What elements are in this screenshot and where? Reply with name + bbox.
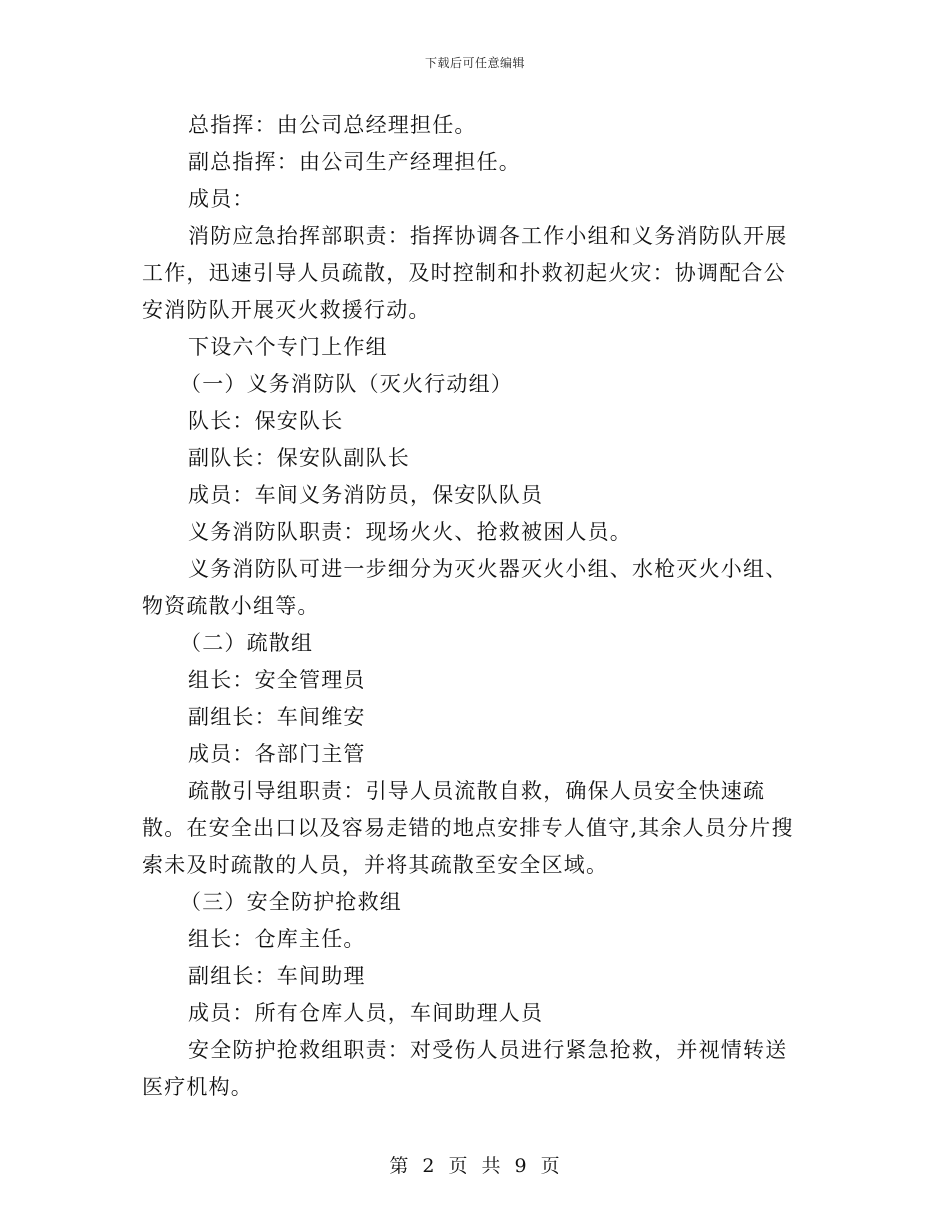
paragraph-evacuation-leader: 组长：安全管理员 <box>188 668 366 692</box>
paragraph-rescue-members: 成员：所有仓库人员，车间助理人员 <box>188 1001 544 1025</box>
paragraph-rescue-deputy: 副组长：车间助理 <box>188 964 366 988</box>
page-number: 第 2 页 共 9 页 <box>389 1155 561 1177</box>
paragraph-rescue-duties: 安全防护抢救组职责：对受伤人员进行紧急抢救，并视情转送医疗机构。 <box>142 1038 788 1099</box>
paragraph-evacuation-deputy: 副组长：车间维安 <box>188 705 366 729</box>
section-heading-evacuation: （二）疏散组 <box>180 631 314 655</box>
paragraph-evacuation-duties: 疏散引导组职责：引导人员流散自救，确保人员安全快速疏散。在安全出口以及容易走错的地点安排专人值守,其余人员分片搜索未及时疏散的人员，并将其疏散至安全区域。 <box>142 779 794 877</box>
paragraph-rescue-leader: 组长：仓库主任。 <box>188 927 366 951</box>
section-heading-rescue: （三）安全防护抢救组 <box>180 890 402 914</box>
section-heading-fire-brigade: （一）义务消防队（灭火行动组） <box>180 372 513 396</box>
paragraph-members: 成员： <box>188 187 255 211</box>
paragraph-brigade-members: 成员：车间义务消防员，保安队队员 <box>188 483 544 507</box>
paragraph-brigade-captain: 队长：保安队长 <box>188 409 344 433</box>
paragraph-evacuation-members: 成员：各部门主管 <box>188 742 366 766</box>
page-header: 下载后可任意编辑 <box>424 56 525 70</box>
paragraph-command-duties: 消防应急抬挥部职责：指挥协调各工作小组和义务消防队开展工作，迅速引导人员疏散，及时控制和扑救初起火灾：协调配合公安消防队开展灭火救援行动。 <box>142 224 788 322</box>
document-body <box>142 107 807 1106</box>
paragraph-deputy-commander: 副总指挥：由公司生产经理担任。 <box>188 150 521 174</box>
paragraph-brigade-subgroups: 义务消防队可进一步细分为灭火器灭火小组、水枪灭火小组、物资疏散小组等。 <box>142 557 788 618</box>
paragraph-commander: 总指挥：由公司总经理担任。 <box>188 113 477 137</box>
paragraph-six-groups: 下设六个专门上作组 <box>188 335 388 359</box>
paragraph-brigade-duties: 义务消防队职责：现场火火、抢救被困人员。 <box>188 520 632 544</box>
paragraph-brigade-vice-captain: 副队长：保安队副队长 <box>188 446 410 470</box>
